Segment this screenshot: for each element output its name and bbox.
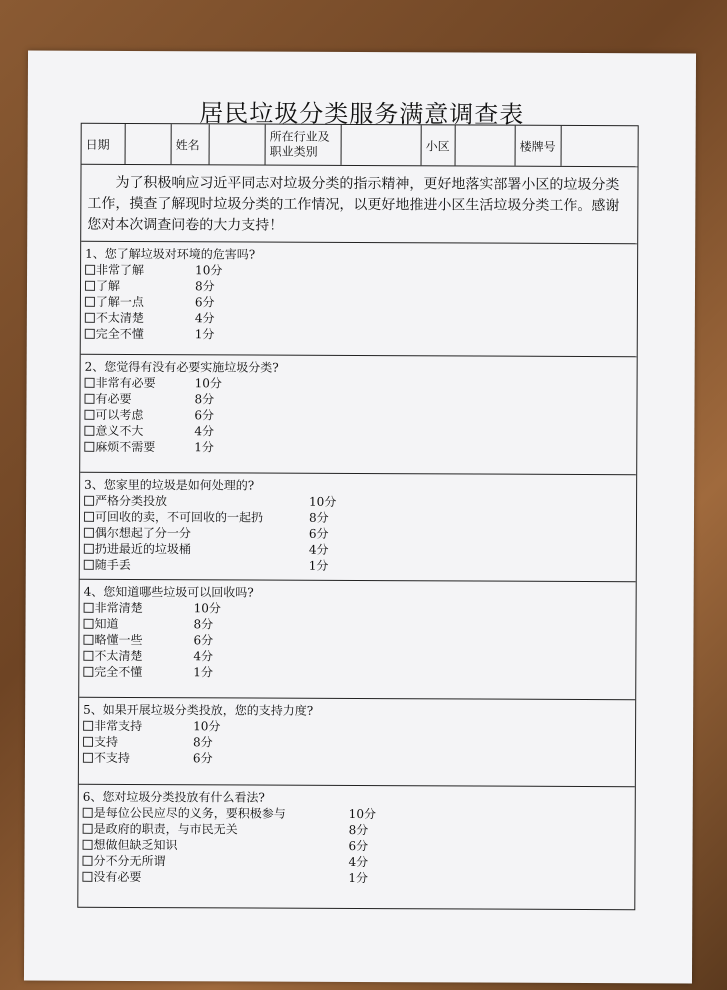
checkbox-icon[interactable] — [83, 824, 93, 834]
building-label: 楼牌号 — [516, 126, 562, 166]
option-label: 支持 — [93, 734, 119, 749]
checkbox-icon[interactable] — [83, 737, 93, 747]
option-label: 不太清楚 — [95, 310, 144, 326]
option-label-wrap — [82, 853, 348, 870]
option-label: 有必要 — [95, 391, 132, 407]
option-row[interactable] — [83, 664, 631, 682]
option-score: 8分 — [194, 279, 215, 294]
option-label: 不太清楚 — [94, 648, 143, 664]
industry-label-line1: 所在行业及 — [269, 129, 330, 144]
option-row[interactable] — [84, 557, 632, 575]
option-label: 非常清楚 — [94, 600, 143, 616]
checkbox-icon[interactable] — [84, 496, 94, 506]
checkbox-icon[interactable] — [82, 856, 92, 866]
option-label: 不支持 — [93, 750, 130, 765]
option-label: 扔进最近的垃圾桶 — [94, 541, 191, 557]
option-score: 8分 — [348, 822, 369, 838]
option-label: 非常有必要 — [95, 375, 156, 391]
checkbox-icon[interactable] — [85, 378, 95, 388]
checkbox-icon[interactable] — [85, 297, 95, 307]
option-label-wrap — [83, 805, 349, 822]
option-label-wrap — [85, 375, 195, 391]
question-text: 2、您觉得有没有必要实施垃圾分类? — [84, 359, 279, 375]
option-label: 麻烦不需要 — [95, 439, 156, 455]
option-label: 是政府的职责，与市民无关 — [93, 821, 238, 837]
checkbox-icon[interactable] — [85, 265, 95, 275]
option-score: 8分 — [308, 510, 329, 525]
option-score: 8分 — [194, 392, 215, 407]
question-block — [80, 473, 636, 582]
option-label: 是每位公民应尽的义务，要积极参与 — [93, 805, 286, 821]
option-label-wrap — [84, 423, 194, 439]
checkbox-icon[interactable] — [84, 544, 94, 554]
checkbox-icon[interactable] — [84, 560, 94, 570]
option-label-wrap — [85, 278, 195, 294]
option-label: 非常支持 — [94, 718, 143, 734]
option-label-wrap — [83, 632, 193, 648]
option-score: 8分 — [192, 735, 213, 750]
option-label: 偶尔想起了分一分 — [94, 525, 191, 541]
option-score: 10分 — [348, 806, 377, 822]
header-row — [82, 124, 638, 167]
option-score: 8分 — [193, 617, 214, 632]
checkbox-icon[interactable] — [84, 442, 94, 452]
option-label-wrap — [85, 326, 195, 342]
option-score: 10分 — [193, 601, 221, 616]
option-label-wrap — [84, 541, 309, 558]
option-label: 略懂一些 — [94, 632, 143, 648]
option-label-wrap — [84, 439, 194, 455]
survey-form — [77, 123, 638, 910]
option-label: 了解一点 — [95, 294, 144, 310]
name-label: 姓名 — [172, 124, 210, 164]
question-text: 6、您对垃圾分类投放有什么看法? — [82, 789, 265, 805]
option-label: 分不分无所谓 — [93, 853, 166, 869]
option-label: 可回收的卖，不可回收的一起扔 — [94, 509, 264, 525]
checkbox-icon[interactable] — [84, 410, 94, 420]
option-label-wrap — [83, 648, 193, 664]
option-score: 6分 — [193, 633, 214, 648]
option-label-wrap — [84, 407, 194, 423]
name-field[interactable] — [210, 124, 266, 164]
question-text: 4、您知道哪些垃圾可以回收吗? — [83, 584, 254, 600]
question-block — [81, 242, 637, 357]
question-block — [80, 355, 637, 475]
option-row[interactable] — [82, 869, 630, 887]
building-field[interactable] — [562, 126, 638, 166]
option-label: 严格分类投放 — [95, 493, 168, 509]
option-label-wrap — [84, 391, 194, 407]
option-label: 随手丢 — [94, 557, 131, 573]
option-label-wrap — [83, 821, 349, 838]
date-field[interactable] — [126, 124, 172, 164]
option-label: 没有必要 — [93, 869, 142, 885]
option-label-wrap — [83, 734, 193, 750]
option-label-wrap — [83, 718, 193, 734]
option-label-wrap — [83, 837, 349, 854]
option-label-wrap — [82, 869, 348, 886]
checkbox-icon[interactable] — [84, 603, 94, 613]
checkbox-icon[interactable] — [83, 651, 93, 661]
option-label-wrap — [85, 262, 195, 278]
option-score: 4分 — [348, 854, 369, 870]
district-field[interactable] — [456, 125, 516, 165]
option-label-wrap — [85, 294, 195, 310]
option-score: 4分 — [308, 542, 329, 557]
option-score: 6分 — [348, 838, 369, 854]
checkbox-icon[interactable] — [85, 329, 95, 339]
option-score: 1分 — [194, 440, 214, 455]
option-label: 完全不懂 — [95, 326, 144, 342]
question-block — [79, 698, 635, 787]
question-text: 5、如果开展垃圾分类投放，您的支持力度? — [83, 702, 314, 718]
option-row[interactable] — [85, 326, 633, 344]
option-score: 6分 — [194, 295, 215, 310]
option-label-wrap — [83, 664, 193, 680]
option-label: 意义不大 — [95, 423, 144, 439]
option-score: 1分 — [194, 327, 215, 342]
checkbox-icon[interactable] — [84, 619, 94, 629]
checkbox-icon[interactable] — [85, 313, 95, 323]
checkbox-icon[interactable] — [84, 426, 94, 436]
option-score: 6分 — [192, 751, 213, 766]
checkbox-icon[interactable] — [83, 808, 93, 818]
industry-label-line2: 职业类别 — [269, 144, 318, 159]
checkbox-icon[interactable] — [85, 281, 95, 291]
option-score: 10分 — [193, 719, 221, 734]
industry-field[interactable] — [342, 125, 422, 165]
checkbox-icon[interactable] — [84, 512, 94, 522]
page-title: 居民垃圾分类服务满意调查表 — [199, 99, 525, 129]
option-label: 知道 — [94, 616, 119, 631]
option-score: 10分 — [309, 494, 337, 509]
question-list — [78, 242, 637, 909]
option-score: 4分 — [194, 424, 215, 439]
option-score: 1分 — [308, 558, 329, 573]
option-score: 1分 — [193, 665, 213, 680]
option-label-wrap — [83, 616, 193, 632]
checkbox-icon[interactable] — [83, 721, 93, 731]
option-label-wrap — [84, 493, 309, 510]
option-label-wrap — [84, 600, 194, 616]
checkbox-icon[interactable] — [84, 394, 94, 404]
checkbox-icon[interactable] — [83, 840, 93, 850]
option-label: 想做但缺乏知识 — [93, 837, 178, 853]
intro-text: 为了积极响应习近平同志对垃圾分类的指示精神，更好地落实部署小区的垃圾分类工作，摸查了解现时垃圾分类的工作情况，以更好地推进小区生活垃圾分类工作。感谢您对本次调查问卷的大力支持！ — [81, 165, 637, 244]
option-label: 了解 — [95, 278, 121, 293]
question-text: 3、您家里的垃圾是如何处理的? — [84, 477, 255, 493]
option-label-wrap — [84, 525, 309, 542]
survey-paper — [24, 51, 696, 984]
checkbox-icon[interactable] — [84, 528, 94, 538]
checkbox-icon[interactable] — [83, 753, 93, 763]
option-score: 4分 — [193, 649, 214, 664]
option-score: 1分 — [348, 870, 369, 886]
option-score: 6分 — [308, 526, 329, 541]
option-label: 非常了解 — [96, 262, 145, 278]
option-label: 完全不懂 — [94, 664, 143, 680]
option-score: 10分 — [195, 263, 223, 278]
question-text: 1、您了解垃圾对环境的危害吗? — [85, 246, 256, 262]
option-score: 4分 — [194, 311, 215, 326]
option-label: 可以考虑 — [95, 407, 144, 423]
date-label: 日期 — [82, 124, 126, 164]
option-label-wrap — [84, 509, 309, 526]
checkbox-icon[interactable] — [83, 667, 93, 677]
question-block — [78, 785, 635, 909]
option-row[interactable] — [84, 439, 632, 457]
option-label-wrap — [83, 750, 193, 766]
checkbox-icon[interactable] — [82, 872, 92, 882]
district-label: 小区 — [422, 125, 456, 165]
option-row[interactable] — [83, 750, 631, 768]
option-score: 10分 — [194, 376, 222, 391]
option-label-wrap — [85, 310, 195, 326]
option-score: 6分 — [194, 408, 215, 423]
question-block — [79, 580, 636, 700]
industry-label — [266, 125, 342, 165]
checkbox-icon[interactable] — [83, 635, 93, 645]
option-label-wrap — [84, 557, 309, 574]
